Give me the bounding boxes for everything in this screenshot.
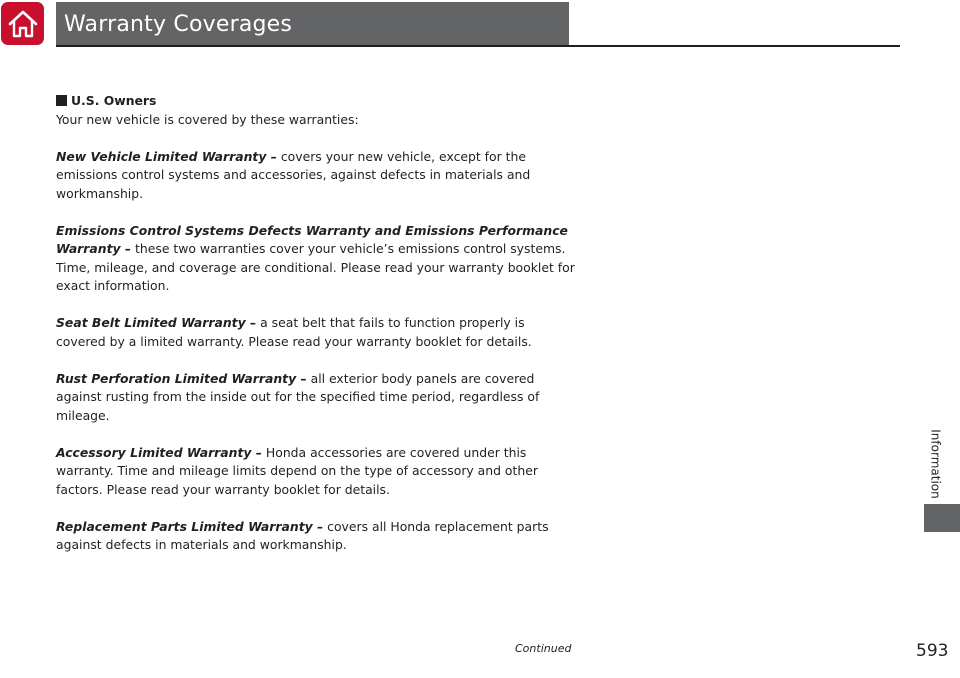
warranty-title: Replacement Parts Limited Warranty – [56,518,324,534]
section-tab-text: Information [929,429,943,499]
page-number: 593 [916,641,949,661]
warranty-title: Accessory Limited Warranty – [56,444,262,460]
warranty-item [56,222,576,296]
intro-text: Your new vehicle is covered by these warranties: [56,111,359,127]
section-heading-text: U.S. Owners [71,93,157,108]
home-icon [7,9,39,39]
title-divider [56,45,900,47]
warranty-title: New Vehicle Limited Warranty – [56,148,277,164]
warranty-text: Honda accessories are covered under this warranty. Time and mileage limits depend on the type of accessory and other factors. Please read your warranty booklet for details. [56,444,538,497]
warranty-text: covers your new vehicle, except for the emissions control systems and accessories, against defects in materials and workmanship. [56,148,531,201]
warranty-item [56,444,576,500]
warranty-item [56,518,576,555]
warranty-item [56,314,576,351]
title-bar [56,2,569,46]
square-bullet-icon [56,95,67,106]
warranty-content [56,92,576,573]
section-tab-label[interactable] [921,424,951,504]
home-button[interactable] [1,2,44,45]
warranty-title: Rust Perforation Limited Warranty – [56,370,307,386]
warranty-text: these two warranties cover your vehicle’s emissions control systems. Time, mileage, and coverage are conditional. Please read your warranty booklet for exact information. [56,241,575,293]
warranty-text: all exterior body panels are covered against rusting from the inside out for the specified time period, regardless of mileage. [56,370,540,423]
warranty-item [56,148,576,204]
warranty-title: Emissions Control Systems Defects Warranty and Emissions Performance Warranty – [56,222,568,256]
warranty-item [56,370,576,426]
section-tab-marker[interactable] [924,504,960,532]
continued-label: Continued [515,642,572,655]
warranty-text: covers all Honda replacement parts against defects in materials and workmanship. [56,518,549,552]
section-heading [56,92,576,111]
warranty-text: a seat belt that fails to function properly is covered by a limited warranty. Please read your warranty booklet for details. [56,315,532,349]
warranty-title: Seat Belt Limited Warranty – [56,315,257,330]
page-title: Warranty Coverages [64,12,293,37]
